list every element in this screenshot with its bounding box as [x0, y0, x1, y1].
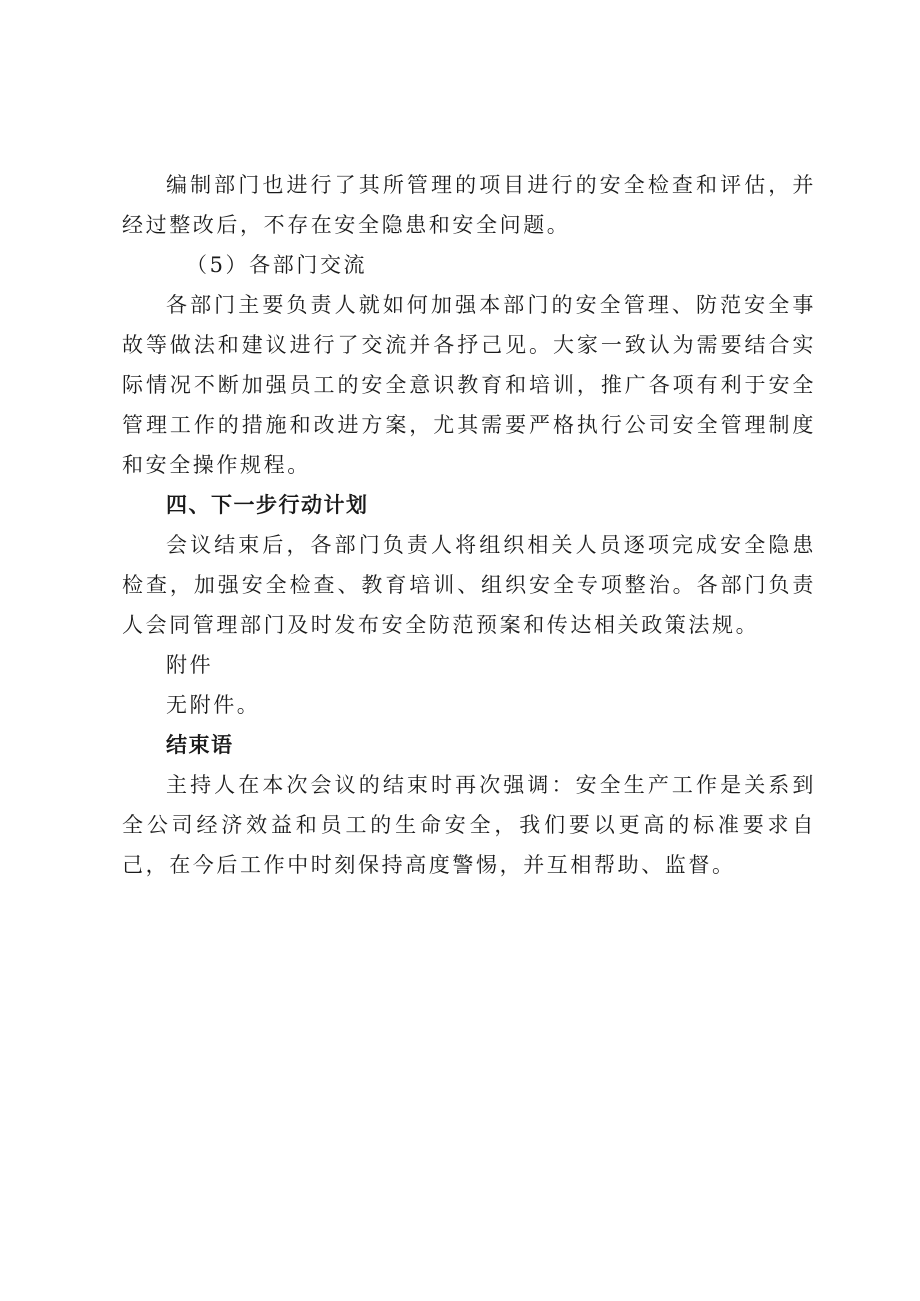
paragraph-safety-check: 编制部门也进行了其所管理的项目进行的安全检查和评估，并经过整改后，不存在安全隐患和安全问题。 [122, 173, 816, 237]
attachment-label: 附件 [166, 653, 214, 677]
paragraph-next-steps: 会议结束后，各部门负责人将组织相关人员逐项完成安全隐患检查，加强安全检查、教育培训、组织安全专项整治。各部门负责人会同管理部门及时发布安全防范预案和传达相关政策法规。 [122, 533, 816, 637]
section-heading-closing: 结束语 [166, 733, 234, 757]
subheading-department-exchange: （5）各部门交流 [186, 253, 368, 277]
paragraph-department-exchange: 各部门主要负责人就如何加强本部门的安全管理、防范安全事故等做法和建议进行了交流并各抒己见。大家一致认为需要结合实际情况不断加强员工的安全意识教育和培训，推广各项有利于安全管理工作的措施和改进方案，尤其需要严格执行公司安全管理制度和安全操作规程。 [122, 293, 816, 477]
paragraph-closing: 主持人在本次会议的结束时再次强调：安全生产工作是关系到全公司经济效益和员工的生命安全，我们要以更高的标准要求自己，在今后工作中时刻保持高度警惕，并互相帮助、监督。 [122, 773, 816, 877]
document-body [122, 165, 816, 885]
attachment-value: 无附件。 [166, 693, 261, 717]
section-heading-next-steps: 四、下一步行动计划 [166, 493, 369, 517]
